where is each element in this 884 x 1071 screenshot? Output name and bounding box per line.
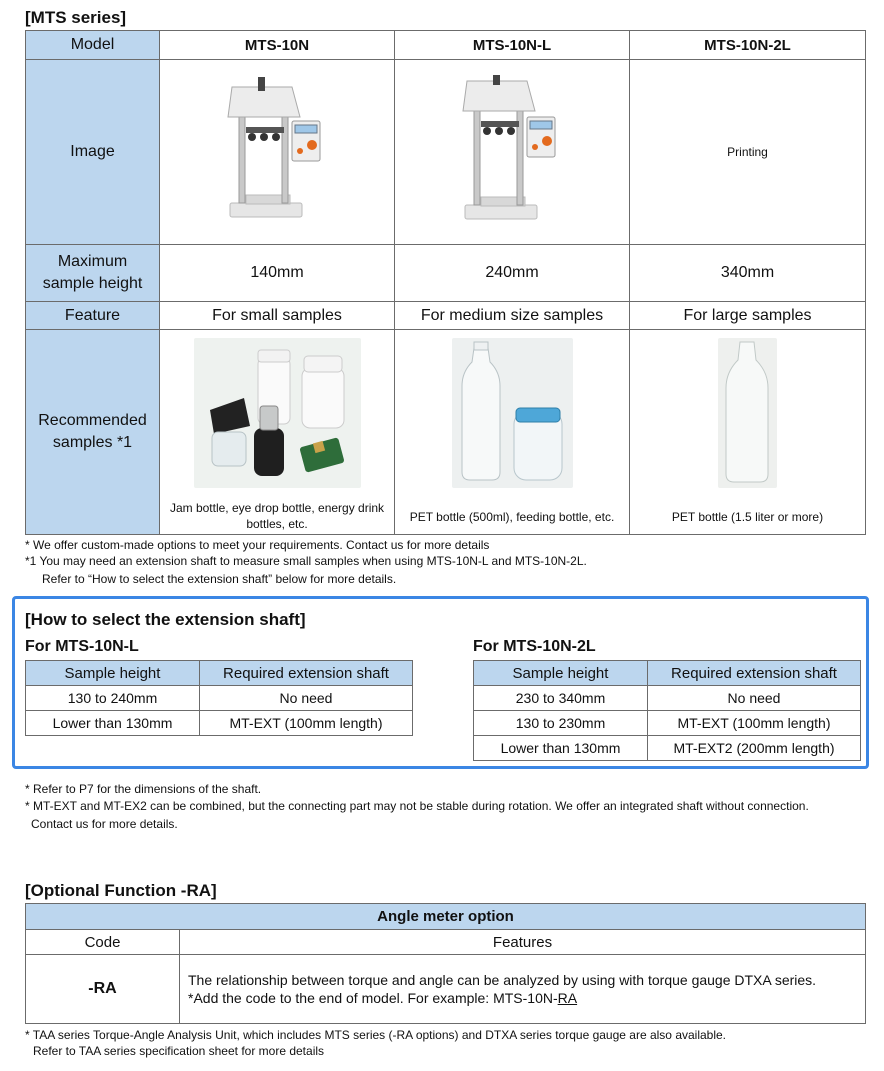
table-row bbox=[26, 686, 413, 711]
ra-example-prefix: *Add the code to the end of model. For example: MTS-10N- bbox=[188, 990, 558, 1006]
mts-10n-l-machine-image bbox=[457, 75, 567, 225]
height-label-line2: sample height bbox=[42, 275, 143, 292]
height-mts-10n: 140mm bbox=[160, 245, 395, 302]
image-row bbox=[26, 60, 866, 245]
ext-right-shaft-2: MT-EXT (100mm length) bbox=[648, 711, 861, 736]
ext-right-shaft-3: MT-EXT2 (200mm length) bbox=[648, 736, 861, 761]
feature-row bbox=[26, 302, 866, 330]
ext-table-mts-10n-2l bbox=[473, 660, 861, 761]
height-label-line1: Maximum bbox=[57, 253, 128, 270]
samples-row bbox=[26, 330, 866, 535]
small-samples-caption: Jam bottle, eye drop bottle, energy drink bottles, etc. bbox=[169, 501, 385, 531]
ext-right-col-height: Sample height bbox=[474, 661, 648, 686]
ext-left-height-1: 130 to 240mm bbox=[26, 686, 200, 711]
height-label bbox=[26, 245, 160, 302]
ext-left-shaft-1: No need bbox=[200, 686, 413, 711]
feature-mts-10n-l: For medium size samples bbox=[395, 302, 630, 330]
ra-option-table bbox=[25, 903, 866, 1024]
printing-text: Printing bbox=[727, 145, 768, 159]
image-label: Image bbox=[26, 60, 160, 245]
ra-description bbox=[180, 955, 866, 1024]
ra-code: -RA bbox=[26, 955, 180, 1024]
height-mts-10n-l: 240mm bbox=[395, 245, 630, 302]
optional-function-title: [Optional Function -RA] bbox=[25, 881, 217, 900]
ext-right-height-2: 130 to 230mm bbox=[474, 711, 648, 736]
table-row bbox=[474, 686, 861, 711]
image-cell-mts-10n bbox=[160, 60, 395, 245]
large-samples-photo bbox=[718, 338, 777, 488]
ra-example-code: RA bbox=[557, 990, 578, 1006]
taa-note: * TAA series Torque-Angle Analysis Unit, which includes MTS series (-RA options) and DTXA series torque gauge are also available. bbox=[25, 1028, 727, 1042]
ext-left-col-shaft: Required extension shaft bbox=[200, 661, 413, 686]
model-label: Model bbox=[26, 31, 160, 60]
model-mts-10n-2l: MTS-10N-2L bbox=[630, 31, 866, 60]
medium-samples-photo bbox=[452, 338, 573, 488]
angle-meter-header: Angle meter option bbox=[26, 904, 866, 930]
large-samples-caption: PET bottle (1.5 liter or more) bbox=[671, 510, 824, 524]
shaft-contact-note: Contact us for more details. bbox=[31, 817, 178, 831]
mts-spec-table bbox=[25, 30, 866, 535]
ext-left-col-height: Sample height bbox=[26, 661, 200, 686]
ext-left-height-2: Lower than 130mm bbox=[26, 711, 200, 736]
model-mts-10n-l: MTS-10N-L bbox=[395, 31, 630, 60]
taa-refer-note: Refer to TAA series specification sheet for more details bbox=[33, 1044, 325, 1058]
ra-description-line1: The relationship between torque and angle can be analyzed by using with torque gauge DTXA series. bbox=[188, 972, 817, 988]
mts-10n-machine-image bbox=[222, 75, 332, 225]
ra-description-line2 bbox=[188, 989, 865, 1007]
model-mts-10n: MTS-10N bbox=[160, 31, 395, 60]
table-row bbox=[26, 711, 413, 736]
samples-label bbox=[26, 330, 160, 535]
shaft-combine-note: * MT-EXT and MT-EX2 can be combined, but the connecting part may not be stable during rotation. We offer an integrated shaft without connection. bbox=[25, 799, 809, 813]
feature-label: Feature bbox=[26, 302, 160, 330]
samples-cell-mts-10n-2l bbox=[630, 330, 866, 535]
code-col-header: Code bbox=[26, 930, 180, 955]
small-samples-photo bbox=[194, 338, 361, 488]
features-col-header: Features bbox=[180, 930, 866, 955]
table-row bbox=[474, 711, 861, 736]
samples-label-line1: Recommended bbox=[38, 412, 147, 429]
feature-mts-10n-2l: For large samples bbox=[630, 302, 866, 330]
samples-cell-mts-10n-l bbox=[395, 330, 630, 535]
feature-mts-10n: For small samples bbox=[160, 302, 395, 330]
samples-cell-mts-10n bbox=[160, 330, 395, 535]
table-row bbox=[474, 736, 861, 761]
ext-right-shaft-1: No need bbox=[648, 686, 861, 711]
left-ext-title: For MTS-10N-L bbox=[25, 638, 139, 655]
height-row bbox=[26, 245, 866, 302]
ext-right-col-shaft: Required extension shaft bbox=[648, 661, 861, 686]
shaft-dimension-note: * Refer to P7 for the dimensions of the shaft. bbox=[25, 782, 262, 796]
ext-left-shaft-2: MT-EXT (100mm length) bbox=[200, 711, 413, 736]
medium-samples-caption: PET bottle (500ml), feeding bottle, etc. bbox=[409, 510, 615, 524]
table-row bbox=[26, 955, 866, 1024]
image-cell-mts-10n-2l bbox=[630, 60, 866, 245]
height-mts-10n-2l: 340mm bbox=[630, 245, 866, 302]
custom-note: * We offer custom-made options to meet your requirements. Contact us for more details bbox=[25, 538, 490, 552]
ext-right-height-1: 230 to 340mm bbox=[474, 686, 648, 711]
extension-shaft-title: [How to select the extension shaft] bbox=[25, 610, 306, 629]
extension-note: *1 You may need an extension shaft to measure small samples when using MTS-10N-L and MTS-10N-2L. bbox=[25, 554, 587, 568]
ext-table-mts-10n-l bbox=[25, 660, 413, 736]
right-ext-title: For MTS-10N-2L bbox=[473, 638, 596, 655]
mts-series-title: [MTS series] bbox=[25, 8, 127, 27]
image-cell-mts-10n-l bbox=[395, 60, 630, 245]
extension-refer-note: Refer to “How to select the extension shaft” below for more details. bbox=[42, 572, 397, 586]
samples-label-line2: samples *1 bbox=[52, 434, 133, 451]
ext-right-height-3: Lower than 130mm bbox=[474, 736, 648, 761]
model-row bbox=[26, 31, 866, 60]
